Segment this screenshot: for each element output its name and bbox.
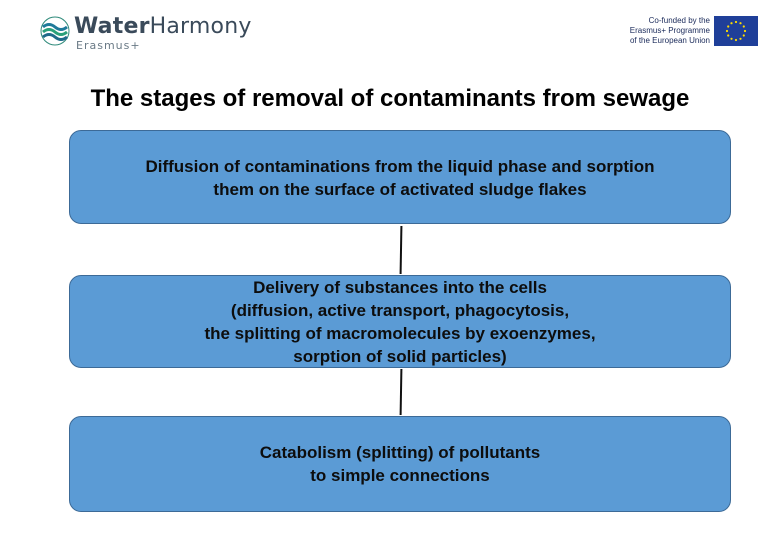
stage-box-catabolism [69, 416, 731, 512]
stage-box-diffusion [69, 130, 731, 224]
page-title: The stages of removal of contaminants from sewage [90, 85, 690, 112]
eu-star [730, 22, 732, 24]
eu-star [744, 30, 746, 32]
eu-star [739, 38, 741, 40]
connector-line-2 [400, 369, 403, 415]
eu-star [727, 25, 729, 27]
eu-flag-icon [714, 16, 758, 46]
stage-text-3: Catabolism (splitting) of pollutants to simple connections [259, 443, 541, 485]
connector-line-1 [400, 226, 403, 274]
stage-text-1: Diffusion of contaminations from the liquid phase and sorption them on the surface of activated sludge flakes [145, 157, 655, 199]
eu-star [739, 22, 741, 24]
eu-star [735, 39, 737, 41]
logo-word-harmony: Harmony [149, 14, 252, 39]
eu-cofunded-text: Co-funded by the Erasmus+ Programme of the European Union [629, 16, 710, 45]
eu-star [743, 34, 745, 36]
logo-subtitle: Erasmus+ [76, 39, 141, 52]
water-harmony-logo [40, 12, 252, 52]
eu-star [743, 25, 745, 27]
stage-box-delivery [69, 275, 731, 368]
eu-cofunded-logo [618, 14, 760, 48]
eu-star [730, 38, 732, 40]
logo-word-water: Water [74, 14, 150, 39]
eu-star [726, 30, 728, 32]
stage-text-2: Delivery of substances into the cells (diffusion, active transport, phagocytosis, the splitting of macromolecules by exoenzymes, sorption of solid particles) [204, 277, 596, 366]
logo-wordmark [74, 14, 252, 39]
eu-star [727, 34, 729, 36]
eu-star [735, 21, 737, 23]
water-wave-icon [40, 16, 70, 46]
